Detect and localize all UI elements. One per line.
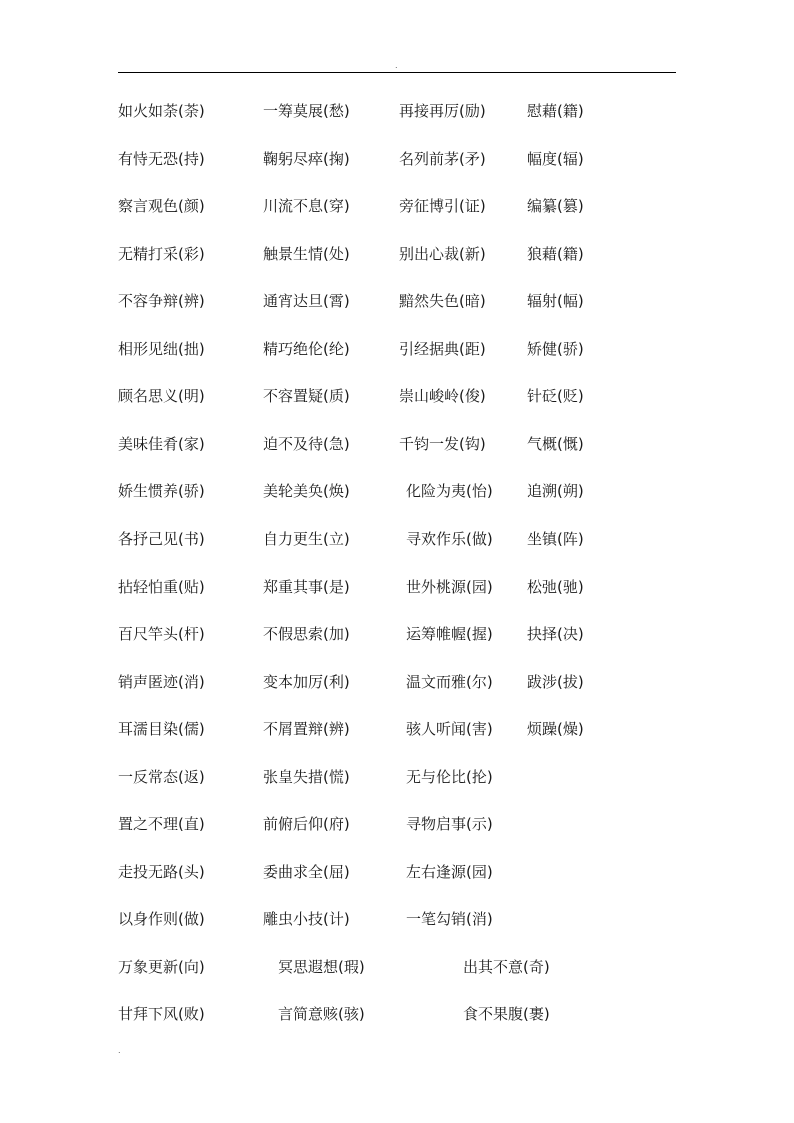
idiom-entry: 引经据典(距) — [399, 340, 486, 358]
idiom-entry: 言简意赅(骇) — [278, 1005, 365, 1023]
idiom-entry: 川流不息(穿) — [263, 197, 350, 215]
idiom-entry: 狼藉(籍) — [527, 245, 584, 263]
idiom-entry: 幅度(辐) — [527, 150, 584, 168]
idiom-entry: 甘拜下风(败) — [118, 1005, 205, 1023]
idiom-entry: 前俯后仰(府) — [263, 815, 350, 833]
idiom-entry: 出其不意(奇) — [463, 958, 550, 976]
idiom-entry: 一反常态(返) — [118, 768, 205, 786]
idiom-entry: 不容置疑(质) — [263, 387, 350, 405]
idiom-entry: 拈轻怕重(贴) — [118, 578, 205, 596]
idiom-entry: 左右逢源(园) — [406, 863, 493, 881]
idiom-entry: 食不果腹(裹) — [463, 1005, 550, 1023]
idiom-entry: 骇人听闻(害) — [406, 720, 493, 738]
idiom-entry: 编纂(篡) — [527, 197, 584, 215]
header-mark: . — [395, 61, 398, 70]
idiom-entry: 万象更新(向) — [118, 958, 205, 976]
idiom-entry: 美味佳肴(家) — [118, 435, 205, 453]
idiom-entry: 化险为夷(怡) — [406, 482, 493, 500]
idiom-entry: 无精打采(彩) — [118, 245, 205, 263]
idiom-entry: 如火如荼(荼) — [118, 102, 205, 120]
idiom-entry: 自力更生(立) — [263, 530, 350, 548]
idiom-entry: 别出心裁(新) — [399, 245, 486, 263]
idiom-entry: 娇生惯养(骄) — [118, 482, 205, 500]
idiom-entry: 一笔勾销(消) — [406, 910, 493, 928]
idiom-entry: 销声匿迹(消) — [118, 673, 205, 691]
idiom-entry: 走投无路(头) — [118, 863, 205, 881]
idiom-entry: 郑重其事(是) — [263, 578, 350, 596]
idiom-entry: 黯然失色(暗) — [399, 292, 486, 310]
idiom-entry: 耳濡目染(儒) — [118, 720, 205, 738]
idiom-entry: 针砭(贬) — [527, 387, 584, 405]
idiom-entry: 通宵达旦(霄) — [263, 292, 350, 310]
idiom-entry: 追溯(朔) — [527, 482, 584, 500]
idiom-entry: 雕虫小技(计) — [263, 910, 350, 928]
idiom-entry: 美轮美奂(焕) — [263, 482, 350, 500]
header-rule — [118, 72, 676, 73]
idiom-entry: 抉择(决) — [527, 625, 584, 643]
idiom-entry: 一筹莫展(愁) — [263, 102, 350, 120]
idiom-entry: 委曲求全(屈) — [263, 863, 350, 881]
idiom-entry: 世外桃源(园) — [406, 578, 493, 596]
idiom-entry: 触景生情(处) — [263, 245, 350, 263]
idiom-entry: 寻物启事(示) — [406, 815, 493, 833]
idiom-entry: 以身作则(做) — [118, 910, 205, 928]
idiom-entry: 气概(慨) — [527, 435, 584, 453]
idiom-entry: 顾名思义(明) — [118, 387, 205, 405]
idiom-entry: 无与伦比(抡) — [406, 768, 493, 786]
idiom-entry: 不容争辩(辨) — [118, 292, 205, 310]
idiom-entry: 再接再厉(励) — [399, 102, 486, 120]
idiom-entry: 慰藉(籍) — [527, 102, 584, 120]
idiom-entry: 百尺竿头(杆) — [118, 625, 205, 643]
idiom-entry: 不屑置辩(辨) — [263, 720, 350, 738]
idiom-entry: 矫健(骄) — [527, 340, 584, 358]
idiom-entry: 迫不及待(急) — [263, 435, 350, 453]
idiom-entry: 千钧一发(钩) — [399, 435, 486, 453]
idiom-entry: 辐射(幅) — [527, 292, 584, 310]
idiom-entry: 有恃无恐(持) — [118, 150, 205, 168]
idiom-entry: 寻欢作乐(做) — [406, 530, 493, 548]
idiom-entry: 运筹帷幄(握) — [406, 625, 493, 643]
footer-mark: . — [118, 1046, 121, 1055]
idiom-entry: 各抒己见(书) — [118, 530, 205, 548]
idiom-entry: 名列前茅(矛) — [399, 150, 486, 168]
idiom-entry: 察言观色(颜) — [118, 197, 205, 215]
idiom-entry: 坐镇(阵) — [527, 530, 584, 548]
idiom-entry: 变本加厉(利) — [263, 673, 350, 691]
idiom-entry: 相形见绌(拙) — [118, 340, 205, 358]
idiom-entry: 旁征博引(证) — [399, 197, 486, 215]
idiom-entry: 不假思索(加) — [263, 625, 350, 643]
idiom-entry: 置之不理(直) — [118, 815, 205, 833]
idiom-entry: 跋涉(拔) — [527, 673, 584, 691]
idiom-entry: 松弛(驰) — [527, 578, 584, 596]
idiom-entry: 精巧绝伦(纶) — [263, 340, 350, 358]
idiom-entry: 张皇失措(慌) — [263, 768, 350, 786]
idiom-entry: 烦躁(燥) — [527, 720, 584, 738]
idiom-entry: 崇山峻岭(俊) — [399, 387, 486, 405]
idiom-entry: 冥思遐想(瑕) — [278, 958, 365, 976]
idiom-entry: 温文而雅(尔) — [406, 673, 493, 691]
idiom-entry: 鞠躬尽瘁(掬) — [263, 150, 350, 168]
